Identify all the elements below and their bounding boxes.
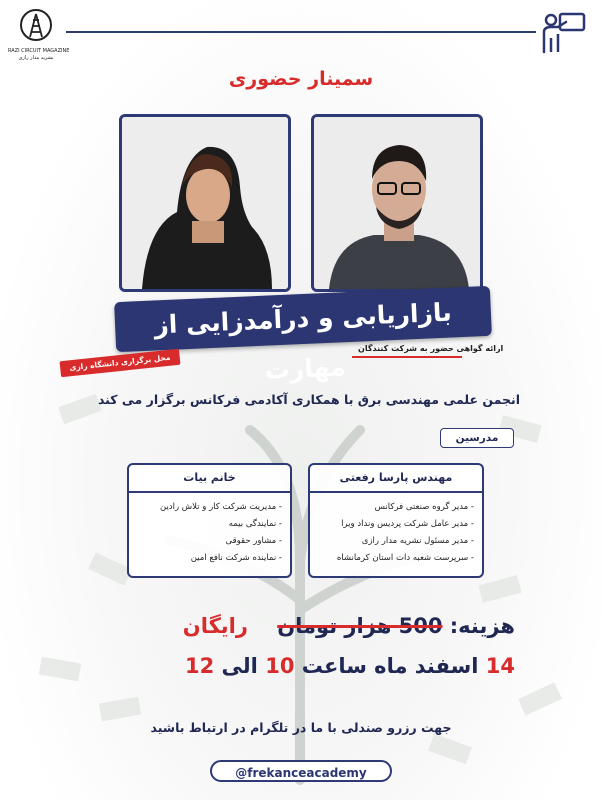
old-price: 500 هزار تومان: [277, 614, 443, 638]
date-day: 14: [485, 654, 515, 678]
tower-emblem-icon: [19, 8, 53, 44]
header-divider: [66, 31, 536, 33]
seminar-label: سمینار حضوری: [228, 68, 374, 90]
seminar-title: بازاریابی و درآمدزایی از مهارت: [114, 286, 492, 352]
instructor-role: - نمایندگی بیمه: [135, 516, 282, 533]
logo-tagline-en: RAZI CIRCUIT MAGAZINE: [8, 48, 70, 54]
date-month: اسفند: [414, 654, 479, 678]
instructor-role: - سرپرست شعبه دات استان کرمانشاه: [316, 550, 474, 567]
logo-tagline-fa: نشریه مدار رازی: [18, 55, 54, 61]
presenter-icon: [540, 10, 588, 54]
certificate-underline: [352, 356, 462, 358]
telegram-handle[interactable]: @frekanceacademy: [210, 760, 392, 782]
date-line: [60, 654, 515, 678]
razi-circuit-logo: [8, 8, 70, 61]
male-portrait-image: [314, 117, 480, 289]
instructor-photo-male: [311, 114, 483, 292]
female-portrait-image: [122, 117, 288, 289]
free-label: رایگان: [182, 614, 248, 638]
organizer-text: انجمن علمی مهندسی برق با همکاری آکادمی فرکانس برگزار می کند: [97, 392, 520, 407]
contact-text: جهت رزرو صندلی با ما در تلگرام در ارتباط باشید: [150, 720, 452, 735]
certificate-note: ارائه گواهی حضور به شرکت کنندگان: [358, 344, 504, 353]
instructor-photo-female: [119, 114, 291, 292]
instructor-name: مهندس پارسا رفعتی: [310, 465, 482, 493]
instructor-card-bayat: [127, 463, 292, 578]
instructor-role: - مدیر گروه صنعتی فرکانس: [316, 499, 474, 516]
cost-label: هزینه:: [449, 614, 515, 638]
instructor-name: خانم بیات: [129, 465, 290, 493]
teachers-label: مدرسین: [440, 428, 514, 448]
time-to-word: الی: [221, 654, 258, 678]
instructor-role: - مشاور حقوقی: [135, 533, 282, 550]
instructor-role: - مدیریت شرکت کار و تلاش رادین: [135, 499, 282, 516]
time-from: 10: [265, 654, 295, 678]
instructor-role: - مدیر عامل شرکت پردیس ونداد ویرا: [316, 516, 474, 533]
time-to: 12: [185, 654, 215, 678]
cost-line: [60, 614, 515, 638]
date-time-label: ماه ساعت: [301, 654, 408, 678]
venue-badge: محل برگزاری دانشگاه رازی: [59, 349, 180, 377]
instructor-card-rafati: [308, 463, 484, 578]
instructor-role: - مدیر مسئول نشریه مدار رازی: [316, 533, 474, 550]
instructor-role: - نماینده شرکت نافع امین: [135, 550, 282, 567]
